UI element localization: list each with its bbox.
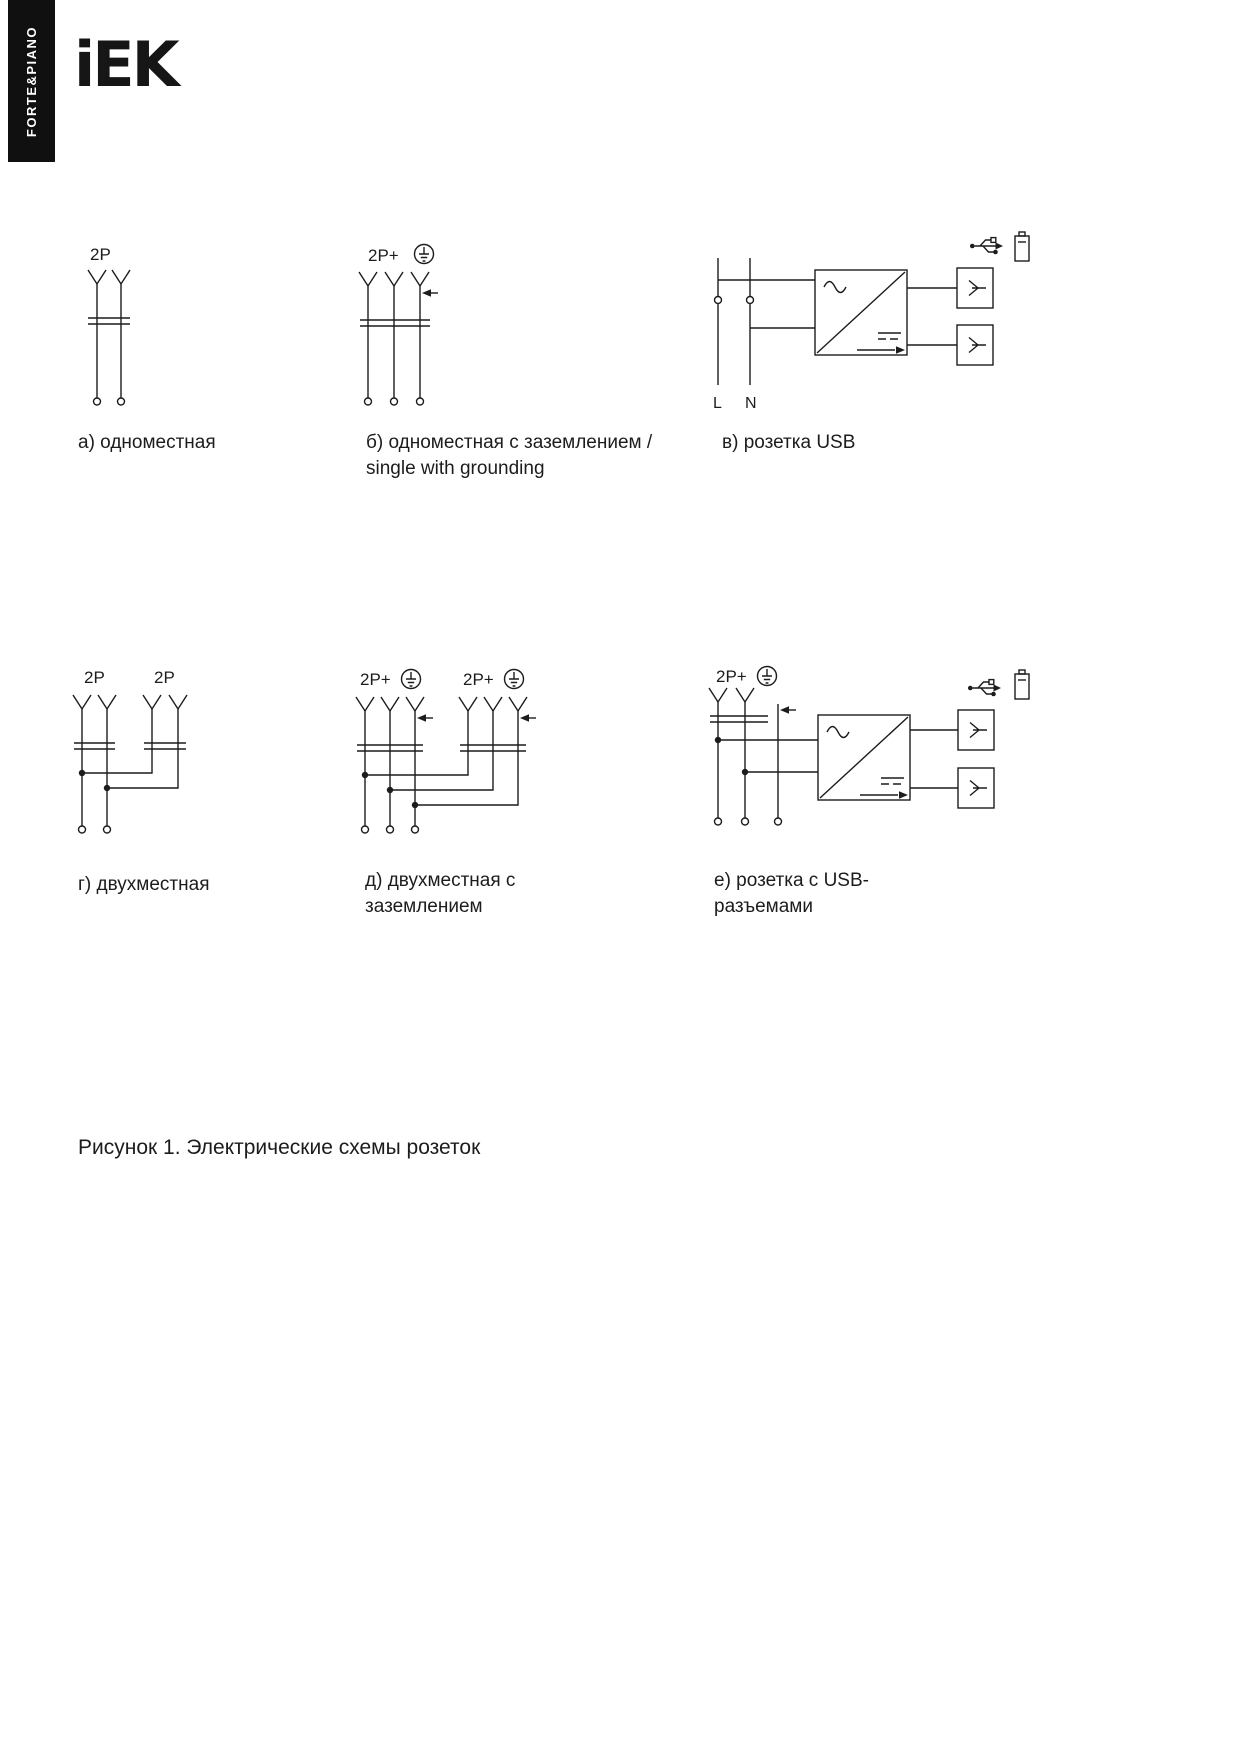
ground-icon — [758, 667, 777, 686]
ground-contact-arrow-icon — [520, 714, 536, 722]
caption-b-line2: single with grounding — [366, 458, 545, 479]
parallel-link-wire — [415, 711, 518, 805]
contact-fork-icon — [73, 695, 91, 709]
caption-d-line1: д) двухместная с — [365, 870, 516, 891]
battery-icon — [1015, 670, 1029, 699]
caption-e — [714, 868, 869, 920]
diagram-double-grounded-socket — [348, 663, 553, 848]
contact-fork-icon — [381, 697, 399, 711]
contact-fork-icon — [359, 272, 377, 286]
ground-icon — [415, 245, 434, 264]
terminal-circle — [775, 818, 782, 825]
terminal-circle — [104, 826, 111, 833]
diagram-single-grounded-socket — [358, 238, 523, 453]
caption-b-line1: б) одноместная с заземлением / — [366, 432, 653, 453]
battery-icon — [1015, 232, 1029, 261]
terminal-circle — [412, 826, 419, 833]
socket-contact-bars — [144, 743, 186, 749]
pole-count-label: 2P — [84, 668, 105, 687]
caption-e-line1: е) розетка с USB- — [714, 870, 869, 891]
contact-fork-icon — [356, 697, 374, 711]
figure-a — [70, 238, 210, 458]
figure-g — [62, 665, 217, 850]
terminal-circle — [118, 398, 125, 405]
caption-e-line2: разъемами — [714, 896, 813, 917]
figure-b — [358, 238, 523, 458]
brand-series-label: FORTE&PIANO — [24, 25, 39, 137]
pole-count-label: 2P — [154, 668, 175, 687]
usb-icon — [970, 238, 1003, 255]
contact-fork-icon — [484, 697, 502, 711]
contact-fork-icon — [411, 272, 429, 286]
junction-dot — [79, 770, 85, 776]
parallel-link-wire — [365, 711, 468, 775]
terminal-circle — [715, 818, 722, 825]
usb-port-box — [957, 268, 993, 308]
terminal-circle — [391, 398, 398, 405]
terminal-circle — [747, 297, 754, 304]
ground-contact-arrow-icon — [417, 714, 433, 722]
usb-port-box — [957, 325, 993, 365]
contact-fork-icon — [88, 270, 106, 284]
contact-fork-icon — [385, 272, 403, 286]
ground-icon — [402, 670, 421, 689]
ground-contact-arrow-icon — [780, 706, 796, 714]
socket-contact-bars — [74, 743, 115, 749]
caption-a: а) одноместная — [78, 432, 216, 453]
junction-dot — [362, 772, 368, 778]
figure-main-caption: Рисунок 1. Электрические схемы розеток — [78, 1136, 481, 1159]
acdc-converter-box — [818, 715, 910, 800]
terminal-circle — [742, 818, 749, 825]
contact-fork-icon — [509, 697, 527, 711]
contact-fork-icon — [406, 697, 424, 711]
pole-wires — [82, 709, 107, 826]
figure-d — [348, 663, 553, 853]
brand-sidebar — [8, 0, 55, 162]
socket-contact-bars — [710, 716, 768, 722]
usb-port-box — [958, 710, 994, 750]
pole-wires — [368, 286, 420, 398]
caption-b — [366, 430, 652, 482]
terminal-circle — [79, 826, 86, 833]
acdc-converter-box — [815, 270, 907, 355]
caption-d-line2: заземлением — [365, 896, 483, 917]
terminal-circle — [94, 398, 101, 405]
junction-dot — [412, 802, 418, 808]
diagram-usb-socket — [700, 222, 1045, 417]
contact-fork-icon — [169, 695, 187, 709]
pole-count-label: 2P+ — [463, 670, 494, 689]
ground-contact-arrow-icon — [422, 289, 438, 297]
socket-contact-bars — [88, 318, 130, 324]
figure-v — [700, 222, 1045, 422]
mains-wires — [718, 258, 750, 385]
diagram-double-socket — [62, 665, 217, 845]
parallel-link-wire — [82, 709, 152, 773]
caption-v: в) розетка USB — [722, 432, 856, 453]
terminal-circle — [387, 826, 394, 833]
caption-g: г) двухместная — [78, 874, 210, 895]
junction-dot — [104, 785, 110, 791]
terminal-circle — [715, 297, 722, 304]
contact-fork-icon — [709, 688, 727, 702]
usb-port-box — [958, 768, 994, 808]
contact-fork-icon — [459, 697, 477, 711]
pole-count-label: 2P+ — [360, 670, 391, 689]
pole-count-label: 2P+ — [716, 667, 747, 686]
junction-dot — [387, 787, 393, 793]
iek-logo: iEK — [74, 28, 177, 101]
terminal-circle — [365, 398, 372, 405]
junction-dot — [715, 737, 721, 743]
terminal-n-label: N — [745, 395, 757, 412]
diagram-single-socket — [70, 238, 210, 453]
diagram-socket-with-usb — [700, 658, 1045, 848]
pole-wires — [97, 284, 121, 398]
contact-fork-icon — [143, 695, 161, 709]
terminal-circle — [417, 398, 424, 405]
caption-d — [365, 868, 515, 920]
pole-wires — [718, 702, 745, 818]
pole-wires — [365, 711, 415, 826]
figure-e — [700, 658, 1045, 853]
pole-count-label: 2P — [90, 245, 111, 264]
junction-dot — [742, 769, 748, 775]
contact-fork-icon — [98, 695, 116, 709]
contact-fork-icon — [736, 688, 754, 702]
terminal-l-label: L — [713, 395, 722, 412]
usb-icon — [968, 680, 1001, 697]
terminal-circle — [362, 826, 369, 833]
ground-icon — [505, 670, 524, 689]
contact-fork-icon — [112, 270, 130, 284]
pole-count-label: 2P+ — [368, 246, 399, 265]
